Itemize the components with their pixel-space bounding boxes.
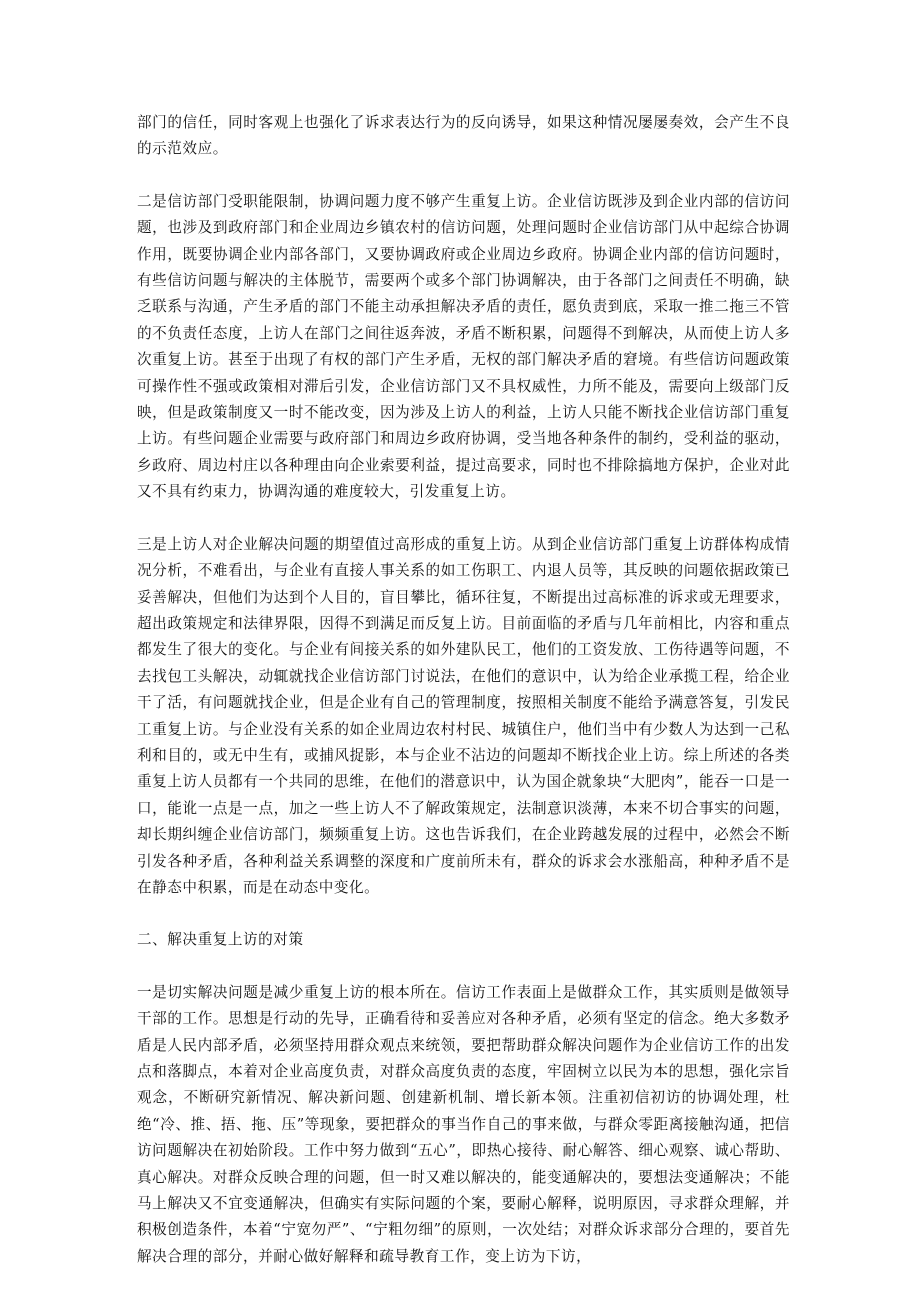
paragraph-continuation: 部门的信任，同时客观上也强化了诉求表达行为的反向诱导，如果这种情况屡屡奏效，会产生不良的示范效应。 [137,114,790,158]
section-heading-countermeasures: 二、解决重复上访的对策 [137,931,304,949]
paragraph-countermeasure-one: 一是切实解决问题是减少重复上访的根本所在。信访工作表面上是做群众工作，其实质则是做领导干部的工作。思想是行动的先导，正确看待和妥善应对各种矛盾，必须有坚定的信念。绝大多数矛盾是人民内部矛盾，必须坚持用群众观点来统领，要把帮助群众解决问题作为企业信访工作的出发点和落脚点，本着对企业高度负责，对群众高度负责的态度，牢固树立以民为本的思想，强化宗旨观念，不断研究新情况、解决新问题、创建新机制、增长新本领。注重初信初访的协调处理，杜绝“冷、推、捂、拖、压”等现象，要把群众的事当作自己的事来做，与群众零距离接触沟通，把信访问题解决在初始阶段。工作中努力做到“五心”，即热心接待、耐心解答、细心观察、诚心帮助、真心解决。对群众反映合理的问题，但一时又难以解决的，能变通解决的，要想法变通解决；不能马上解决又不宜变通解决，但确实有实际问题的个案，要耐心解释，说明原因，寻求群众理解，并积极创造条件，本着“宁宽勿严”、“宁粗勿细”的原则，一次处结；对群众诉求部分合理的，要首先解决合理的部分，并耐心做好解释和疏导教育工作，变上访为下访， [137,983,790,1265]
paragraph-reason-three: 三是上访人对企业解决问题的期望值过高形成的重复上访。从到企业信访部门重复上访群体构成情况分析，不难看出，与企业有直接人事关系的如工伤职工、内退人员等，其反映的问题依据政策已妥善解决，但他们为达到个人目的，盲目攀比，循环往复，不断提出过高标准的诉求或无理要求，超出政策规定和法律界限，因得不到满足而反复上访。目前面临的矛盾与几年前相比，内容和重点都发生了很大的变化。与企业有间接关系的如外建队民工，他们的工资发放、工伤待遇等问题，不去找包工头解决，动辄就找企业信访部门讨说法，在他们的意识中，认为给企业承揽工程，给企业干了活，有问题就找企业，但是企业有自己的管理制度，按照相关制度不能给予满意答复，引发民工重复上访。与企业没有关系的如企业周边农村村民、城镇住户，他们当中有少数人为达到一己私利和目的，或无中生有，或捕风捉影，本与企业不沾边的问题却不断找企业上访。综上所述的各类重复上访人员都有一个共同的思维，在他们的潜意识中，认为国企就象块“大肥肉”，能吞一口是一口，能讹一点是一点，加之一些上访人不了解政策规定，法制意识淡薄，本来不切合事实的问题，却长期纠缠企业信访部门，频频重复上访。这也告诉我们，在企业跨越发展的过程中，必然会不断引发各种矛盾，各种利益关系调整的深度和广度前所未有，群众的诉求会水涨船高，种种矛盾不是在静态中积累，而是在动态中变化。 [137,535,790,896]
paragraph-reason-two: 二是信访部门受职能限制，协调问题力度不够产生重复上访。企业信访既涉及到企业内部的信访问题，也涉及到政府部门和企业周边乡镇农村的信访问题，处理问题时企业信访部门从中起综合协调作用，既要协调企业内部各部门，又要协调政府或企业周边乡政府。协调企业内部的信访问题时，有些信访问题与解决的主体脱节，需要两个或多个部门协调解决，由于各部门之间责任不明确，缺乏联系与沟通，产生矛盾的部门不能主动承担解决矛盾的责任，愿负责到底，采取一推二拖三不管的不负责任态度，上访人在部门之间往返奔波，矛盾不断积累，问题得不到解决，从而使上访人多次重复上访。甚至于出现了有权的部门产生矛盾，无权的部门解决矛盾的窘境。有些信访问题政策可操作性不强或政策相对滞后引发，企业信访部门又不具权威性，力所不能及，需要向上级部门反映，但是政策制度又一时不能改变，因为涉及上访人的利益，上访人只能不断找企业信访部门重复上访。有些问题企业需要与政府部门和周边乡政府协调，受当地各种条件的制约，受利益的驱动，乡政府、周边村庄以各种理由向企业索要利益，提过高要求，同时也不排除搞地方保护，企业对此又不具有约束力，协调沟通的难度较大，引发重复上访。 [137,192,790,501]
